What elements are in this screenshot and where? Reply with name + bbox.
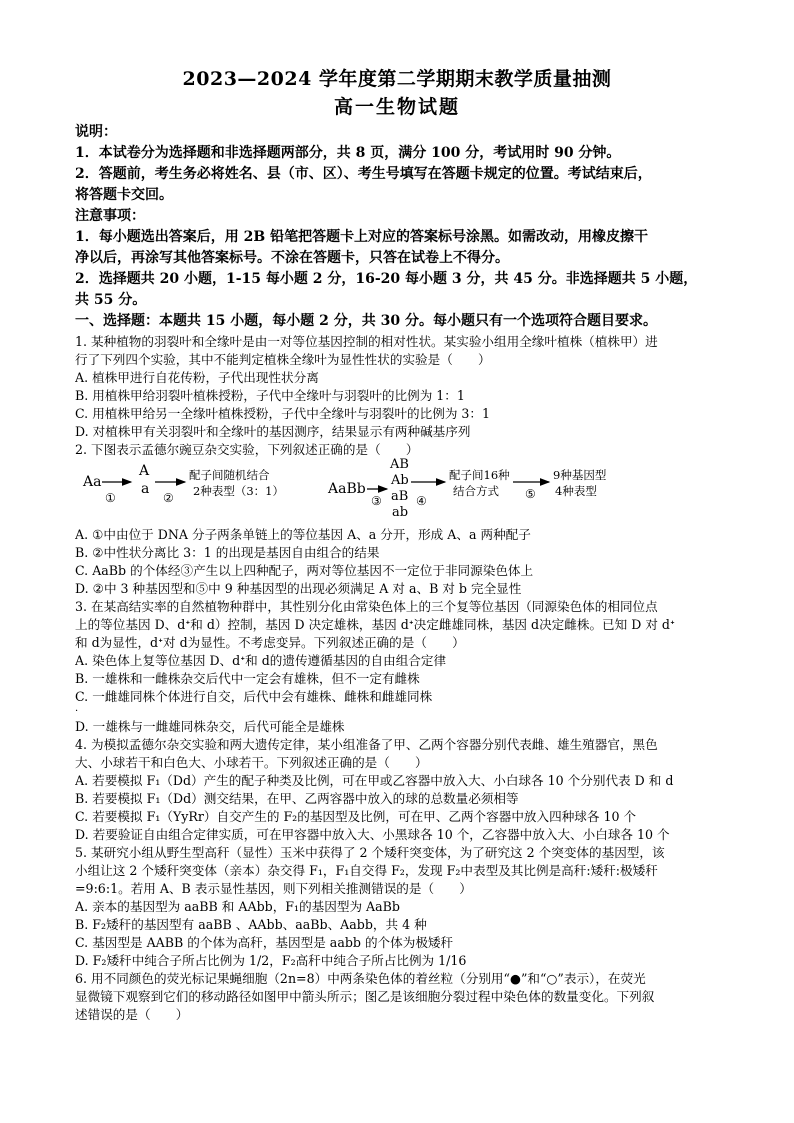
instructions-label: 说明： [75,124,117,140]
option-line: D. 对植株甲有关羽裂叶和全缘叶的基因测序，结果显示有两种碱基序列 [75,424,471,439]
question-line: 大、小球若干和白色大、小球若干。下列叙述正确的是（ ） [75,755,428,770]
question-line: 小组让这 2 个矮秆突变体（亲本）杂交得 F₁，F₁自交得 F₂，发现 F₂中表型及其比例是高秆:矮秆:极矮秆 [75,863,658,878]
diagram-left-parent: Aa [83,474,102,490]
diagram-right-mid: 结合方式 [453,484,499,498]
question-line: 显微镜下观察到它们的移动路径如图甲中箭头所示；图乙是该细胞分裂过程中染色体的数量变化。下列叙 [75,989,655,1004]
diagram-step-1: ① [105,491,116,505]
question-line: 5. 某研究小组从野生型高秆（显性）玉米中获得了 2 个矮秆突变体，为了研究这 2 个突变体的基因型，该 [75,845,665,860]
option-line: C. 一雌雄同株个体进行自交，后代中会有雄株、雌株和雌雄同株 [75,689,433,704]
option-line: C. 基因型是 AABB 的个体为高秆，基因型是 aabb 的个体为极矮秆 [75,935,454,950]
diagram-step-2: ② [163,491,174,505]
diagram-left-result: 2种表型（3：1） [193,484,284,498]
diagram-right-gamete: ab [392,505,409,520]
option-line: A. 若要模拟 F₁（Dd）产生的配子种类及比例，可在甲或乙容器中放入大、小白球各 10 个分别代表 D 和 d [75,773,674,788]
question-line: 述错误的是（ ） [75,1007,189,1022]
option-line: D. 一雄株与一雌雄同株杂交，后代可能全是雄株 [75,719,345,734]
option-line: C. 用植株甲给另一全缘叶植株授粉，子代中全缘叶与羽裂叶的比例为 3：1 [75,406,491,421]
option-line: D. 若要验证自由组合定律实质，可在甲容器中放入大、小黑球各 10 个，乙容器中放入大、小白球各 10 个 [75,827,670,842]
diagram-left-gamete: A [139,463,150,479]
question-line: 2. 下图表示孟德尔豌豆杂交实验，下列叙述正确的是（ ） [75,442,419,457]
option-line: D. ②中 3 种基因型和⑤中 9 种基因型的出现必须满足 A 对 a、B 对 b 完全显性 [75,581,522,596]
exam-title: 2023—2024 学年度第二学期期末教学质量抽测 [182,68,612,90]
diagram-step-3: ③ [371,494,382,508]
question-line: 和 d为显性，dᐩ对 d为显性。不考虑变异。下列叙述正确的是（ ） [75,635,465,650]
notes-line: 共 55 分。 [75,292,147,308]
question-line: 3. 在某高结实率的自然植物种群中，其性别分化由常染色体上的三个复等位基因（同源染色体的相同位点 [75,599,658,614]
option-line: D. F₂矮秆中纯合子所占比例为 1/2，F₂高秆中纯合子所占比例为 1/16 [75,953,467,968]
question-line: 4. 为模拟孟德尔杂交实验和两大遗传定律，某小组准备了甲、乙两个容器分别代表雌、雄生殖器官，黑色 [75,737,658,752]
question-line: 6. 用不同颜色的荧光标记果蝇细胞（2n=8）中两条染色体的着丝粒（分别用“●”和“○”表示），在荧光 [75,971,646,986]
notes-line: 2．选择题共 20 小题，1-15 每小题 2 分，16-20 每小题 3 分，共 45 分。非选择题共 5 小题， [75,271,698,287]
diagram-right-parent: AaBb [328,481,366,497]
option-line: C. 若要模拟 F₁（YyRr）自交产生的 F₂的基因型及比例，可在甲、乙两个容器中放入四种球各 10 个 [75,809,637,824]
option-line: B. F₂矮秆的基因型有 aaBB 、AAbb、aaBb、Aabb，共 4 种 [75,917,427,932]
option-line: B. 用植株甲给羽裂叶植株授粉，子代中全缘叶与羽裂叶的比例为 1：1 [75,388,465,403]
option-line: B. 一雄株和一雌株杂交后代中一定会有雄株，但不一定有雌株 [75,671,420,686]
mendel-cross-diagram [75,455,725,523]
option-line: A. 染色体上复等位基因 D、dᐩ和 d的遗传遵循基因的自由组合定律 [75,653,447,668]
diagram-right-gamete: aB [391,489,409,504]
option-line: B. 若要模拟 F₁（Dd）测交结果，在甲、乙两容器中放入的球的总数量必须相等 [75,791,519,806]
option-line: B. ②中性状分离比 3：1 的出现是基因自由组合的结果 [75,545,380,560]
diagram-right-result: 4种表型 [555,484,597,498]
notes-label: 注意事项： [75,208,145,224]
diagram-left-gamete: a [141,481,150,497]
question-line: 1. 某种植物的羽裂叶和全缘叶是由一对等位基因控制的相对性状。某实验小组用全缘叶植株（植株甲）进 [75,334,658,349]
instruction-line: 2．答题前，考生务必将姓名、县（市、区）、考生号填写在答题卡规定的位置。考试结束后， [75,166,652,182]
option-line: C. AaBb 的个体经③产生以上四种配子，两对等位基因不一定位于非同源染色体上 [75,563,534,578]
exam-subtitle: 高一生物试题 [333,96,460,118]
question-line: 行了下列四个实验，其中不能判定植株全缘叶为显性性状的实验是（ ） [75,352,491,367]
diagram-right-gamete: AB [390,457,409,472]
instruction-line: 将答题卡交回。 [75,187,173,203]
diagram-step-5: ⑤ [525,487,536,501]
diagram-left-result: 配子间随机结合 [189,468,270,482]
diagram-right-mid: 配子间16种 [449,468,510,482]
section-heading: 一、选择题：本题共 15 小题，每小题 2 分，共 30 分。每小题只有一个选项符合题目要求。 [75,313,657,329]
question-line: =9:6:1。若用 A、B 表示显性基因，则下列相关推测错误的是（ ） [75,881,472,896]
option-line: A. ①中由位于 DNA 分子两条单链上的等位基因 A、a 分开，形成 A、a 两种配子 [75,527,531,542]
option-line: A. 亲本的基因型为 aaBB 和 AAbb，F₁的基因型为 AaBb [75,899,400,914]
diagram-right-result: 9种基因型 [553,468,607,482]
diagram-step-4: ④ [416,494,427,508]
instruction-line: 1．本试卷分为选择题和非选择题两部分，共 8 页，满分 100 分，考试用时 90 分钟。 [75,145,621,161]
stray-dot: · [75,706,79,717]
notes-line: 1．每小题选出答案后，用 2B 铅笔把答题卡上对应的答案标号涂黑。如需改动，用橡皮擦干 [75,229,649,245]
diagram-right-gamete: Ab [391,473,409,488]
notes-line: 净以后，再涂写其他答案标号。不涂在答题卡，只答在试卷上不得分。 [75,250,509,266]
option-line: A. 植株甲进行自花传粉，子代出现性状分离 [75,370,319,385]
question-line: 上的等位基因 D、dᐩ和 d）控制，基因 D 决定雄株，基因 dᐩ决定雌雄同株，基因 d决定雌株。已知 D 对 dᐩ [75,617,675,632]
